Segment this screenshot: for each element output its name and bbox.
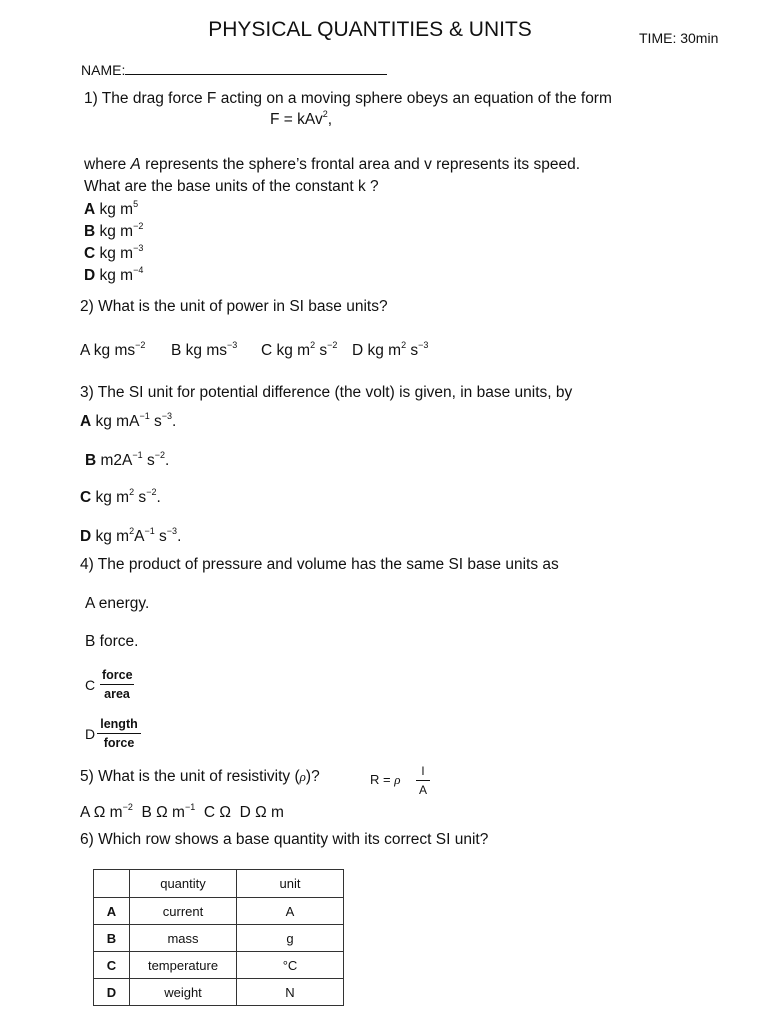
q3-option-exponent: −3 bbox=[161, 411, 173, 421]
q3-option-a bbox=[80, 413, 176, 431]
q1-equation-tail: , bbox=[327, 111, 333, 128]
q3-option-exponent: −2 bbox=[146, 487, 157, 497]
time-limit: TIME: 30min bbox=[639, 30, 719, 46]
rho-symbol: ρ bbox=[299, 769, 306, 784]
q5-formula-left bbox=[370, 772, 400, 788]
q3-option-exponent: 2 bbox=[129, 526, 135, 536]
q2-option-d bbox=[352, 342, 428, 360]
q1-option-b bbox=[84, 223, 143, 241]
q1-option-letter: D bbox=[84, 267, 96, 284]
row-unit: N bbox=[237, 979, 344, 1006]
q3-option-text: m2A bbox=[96, 452, 133, 469]
q3-option-text: s bbox=[142, 452, 155, 469]
name-label: NAME: bbox=[81, 62, 126, 78]
q4-option-d-letter: D bbox=[85, 726, 96, 742]
q2-option-b-exponent: −3 bbox=[226, 340, 238, 350]
q2-option-d-text: D kg m bbox=[352, 342, 402, 359]
q3-option-end: . bbox=[172, 413, 177, 430]
q1-option-exponent: 5 bbox=[133, 199, 139, 209]
row-quantity: current bbox=[130, 898, 237, 925]
q1-option-letter: A bbox=[84, 201, 96, 218]
q1-option-exponent: −3 bbox=[133, 243, 144, 253]
table-header-row bbox=[94, 870, 344, 898]
q3-option-text: s bbox=[154, 528, 167, 545]
fraction-denominator: A bbox=[418, 783, 427, 797]
q3-option-exponent: −1 bbox=[132, 450, 143, 460]
q4-stem: 4) The product of pressure and volume has the same SI base units as bbox=[80, 556, 559, 573]
fraction-numerator: l bbox=[416, 764, 430, 781]
q2-option-d-exponent-1: 2 bbox=[401, 340, 407, 350]
table-header-unit: unit bbox=[237, 870, 344, 898]
fraction-denominator: area bbox=[104, 687, 130, 701]
q1-description-a: where bbox=[84, 156, 131, 173]
q3-stem: 3) The SI unit for potential difference (the volt) is given, in base units, by bbox=[80, 384, 573, 401]
q2-option-c-exponent-2: −2 bbox=[327, 340, 338, 350]
q6-stem: 6) Which row shows a base quantity with its correct SI unit? bbox=[80, 831, 489, 848]
table-header-cell bbox=[94, 870, 130, 898]
q1-option-d bbox=[84, 267, 143, 285]
fraction-numerator: length bbox=[97, 717, 141, 734]
q1-equation-exponent: 2 bbox=[322, 109, 328, 119]
q1-stem: 1) The drag force F acting on a moving sphere obeys an equation of the form bbox=[84, 90, 612, 107]
q3-option-letter: C bbox=[80, 489, 92, 506]
q2-option-a-text: A kg ms bbox=[80, 342, 136, 359]
q3-option-letter: D bbox=[80, 528, 92, 545]
q3-option-text: s bbox=[134, 489, 147, 506]
q6-answer-table bbox=[93, 869, 344, 1006]
q3-option-exponent: −1 bbox=[139, 411, 150, 421]
q5-stem-end: )? bbox=[305, 768, 320, 785]
q2-option-a bbox=[80, 342, 145, 360]
q3-option-text: A bbox=[134, 528, 145, 545]
q3-option-exponent: −1 bbox=[144, 526, 155, 536]
q4-option-a: A energy. bbox=[85, 595, 150, 612]
q5-option-d: D Ω m bbox=[239, 804, 284, 821]
q1-question: What are the base units of the constant k ? bbox=[84, 178, 379, 195]
q5-option-b-exponent: −1 bbox=[184, 802, 196, 812]
q3-option-text: kg m bbox=[91, 528, 130, 545]
q4-option-c-letter: C bbox=[85, 677, 96, 693]
q1-option-unit: kg m bbox=[95, 245, 134, 262]
fraction-numerator: force bbox=[100, 668, 134, 685]
q1-option-unit: kg m bbox=[95, 201, 134, 218]
q1-description-italic: A bbox=[130, 156, 141, 173]
q3-option-end: . bbox=[156, 489, 161, 506]
q1-option-letter: B bbox=[84, 223, 96, 240]
q1-option-a bbox=[84, 201, 138, 219]
q4-option-b: B force. bbox=[85, 633, 139, 650]
row-quantity: weight bbox=[130, 979, 237, 1006]
q1-description bbox=[84, 156, 580, 174]
q4-option-d-fraction bbox=[97, 717, 141, 750]
row-letter: B bbox=[94, 925, 130, 952]
q3-option-d bbox=[80, 528, 181, 546]
q3-option-end: . bbox=[177, 528, 182, 545]
q1-option-unit: kg m bbox=[95, 223, 134, 240]
table-row bbox=[94, 925, 344, 952]
q1-option-exponent: −2 bbox=[133, 221, 144, 231]
q2-option-c-text: C kg m bbox=[261, 342, 311, 359]
q2-option-c-exponent-1: 2 bbox=[310, 340, 316, 350]
page-title: PHYSICAL QUANTITIES & UNITS bbox=[208, 18, 532, 41]
q1-option-letter: C bbox=[84, 245, 96, 262]
q3-option-b bbox=[85, 452, 169, 470]
q1-equation bbox=[270, 111, 332, 129]
table-row bbox=[94, 952, 344, 979]
row-quantity: mass bbox=[130, 925, 237, 952]
q2-option-d-mid: s bbox=[406, 342, 419, 359]
row-quantity: temperature bbox=[130, 952, 237, 979]
q3-option-text: kg mA bbox=[91, 413, 140, 430]
q2-option-b bbox=[171, 342, 237, 360]
q5-stem-text: 5) What is the unit of resistivity ( bbox=[80, 768, 300, 785]
table-header-quantity: quantity bbox=[130, 870, 237, 898]
q3-option-exponent: −3 bbox=[166, 526, 178, 536]
q5-option-a: A Ω m bbox=[80, 804, 123, 821]
q4-option-c-fraction bbox=[100, 668, 134, 701]
q5-formula-fraction bbox=[416, 764, 430, 797]
q3-option-letter: B bbox=[85, 452, 97, 469]
q2-option-c-mid: s bbox=[315, 342, 328, 359]
q5-option-c: C Ω bbox=[203, 804, 231, 821]
q3-option-letter: A bbox=[80, 413, 92, 430]
name-blank-line bbox=[125, 62, 387, 75]
table-row bbox=[94, 979, 344, 1006]
q3-option-text: kg m bbox=[91, 489, 130, 506]
q2-option-a-exponent: −2 bbox=[135, 340, 146, 350]
row-unit: A bbox=[237, 898, 344, 925]
row-letter: D bbox=[94, 979, 130, 1006]
q1-option-unit: kg m bbox=[95, 267, 134, 284]
q5-option-a-exponent: −2 bbox=[122, 802, 133, 812]
q5-options bbox=[80, 804, 284, 822]
q2-option-c bbox=[261, 342, 337, 360]
q1-option-c bbox=[84, 245, 143, 263]
row-letter: A bbox=[94, 898, 130, 925]
q5-option-b: B Ω m bbox=[141, 804, 185, 821]
row-unit: °C bbox=[237, 952, 344, 979]
rho-symbol: ρ bbox=[394, 772, 401, 787]
q1-equation-main: F = kAv bbox=[270, 111, 323, 128]
q5-formula-r: R = bbox=[370, 772, 395, 787]
q3-option-end: . bbox=[164, 452, 170, 469]
name-field bbox=[81, 62, 387, 78]
q2-stem: 2) What is the unit of power in SI base units? bbox=[80, 298, 388, 315]
q1-description-b: represents the sphere’s frontal area and v represents its speed. bbox=[140, 156, 581, 173]
row-unit: g bbox=[237, 925, 344, 952]
q5-stem bbox=[80, 768, 320, 786]
table-row bbox=[94, 898, 344, 925]
q3-option-c bbox=[80, 489, 161, 507]
fraction-denominator: force bbox=[103, 736, 135, 750]
q1-option-exponent: −4 bbox=[133, 265, 144, 275]
q3-option-exponent: −2 bbox=[154, 450, 165, 460]
q3-option-exponent: 2 bbox=[129, 487, 135, 497]
row-letter: C bbox=[94, 952, 130, 979]
q2-option-b-text: B kg ms bbox=[171, 342, 227, 359]
q3-option-text: s bbox=[149, 413, 162, 430]
q2-option-d-exponent-2: −3 bbox=[418, 340, 429, 350]
